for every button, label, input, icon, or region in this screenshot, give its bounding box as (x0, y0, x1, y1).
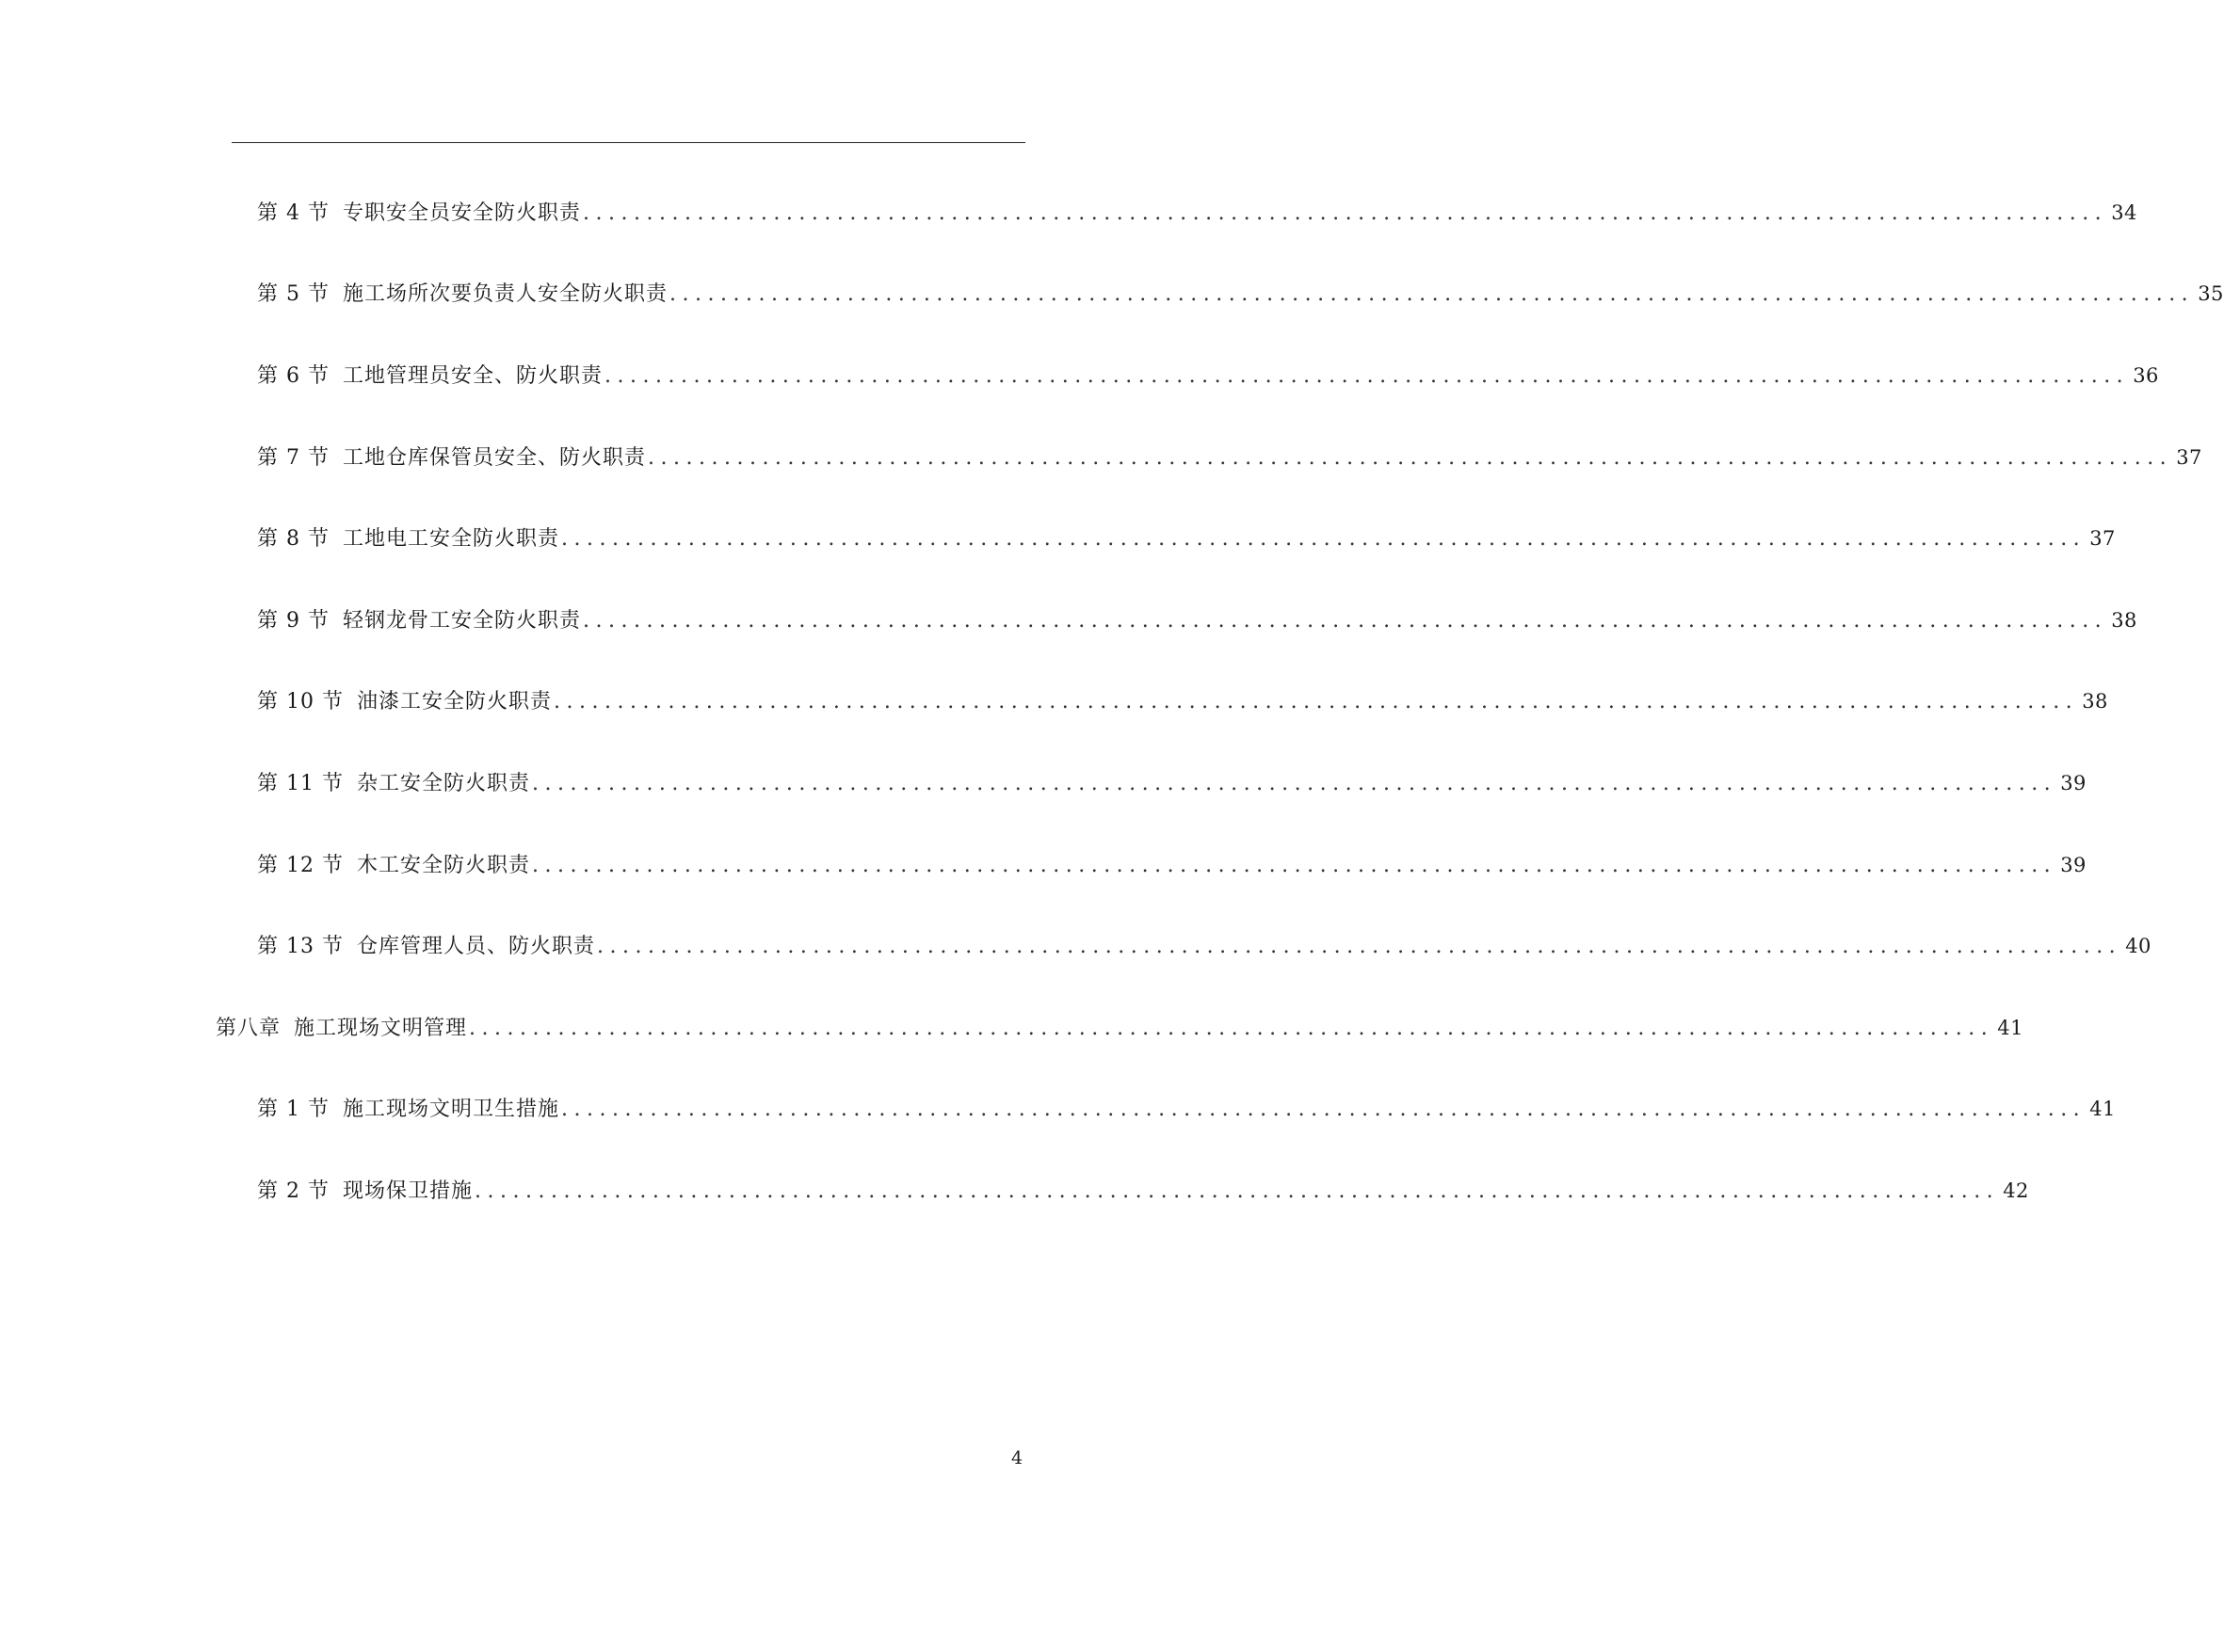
toc-entry[interactable] (257, 1093, 2116, 1125)
toc-entry-page: 38 (2111, 609, 2137, 632)
toc-entry-page: 42 (2003, 1179, 2029, 1202)
toc-entry-label: 第八章 (216, 1017, 282, 1040)
toc-leader-dots: ........................................................................................................................ (532, 854, 2057, 877)
toc-entry[interactable] (257, 849, 2087, 881)
toc-entry-title: 木工安全防火职责 (356, 854, 530, 877)
toc-entry-label: 第 7 节 (257, 446, 330, 470)
toc-entry[interactable] (257, 685, 2108, 717)
toc-entry-label: 第 1 节 (257, 1098, 330, 1121)
toc-leader-dots: ........................................................................................................................ (561, 1098, 2087, 1121)
toc-leader-dots: ........................................................................................................................ (554, 690, 2079, 714)
toc-entry-title: 现场保卫措施 (342, 1179, 473, 1203)
toc-entry-label: 第 4 节 (257, 201, 330, 225)
toc-entry-page: 37 (2089, 527, 2116, 550)
toc-leader-dots: ........................................................................................................................ (583, 201, 2108, 225)
toc-entry[interactable] (257, 604, 2137, 636)
toc-entry-title: 专职安全员安全防火职责 (342, 201, 581, 225)
toc-entry-title: 工地电工安全防火职责 (342, 527, 559, 551)
toc-entry-page: 39 (2060, 854, 2087, 876)
toc-entry[interactable] (257, 360, 2159, 392)
toc-entry-page: 38 (2082, 690, 2108, 713)
toc-entry-title: 施工场所次要负责人安全防火职责 (342, 282, 668, 306)
toc-entry-page: 36 (2133, 364, 2159, 387)
toc-entry[interactable] (257, 197, 2137, 229)
toc-leader-dots: ........................................................................................................................ (532, 772, 2057, 795)
toc-leader-dots: ........................................................................................................................ (648, 446, 2173, 470)
toc-leader-dots: ........................................................................................................................ (583, 609, 2108, 633)
header-rule (232, 142, 1025, 143)
toc-entry-page: 41 (1997, 1017, 2023, 1039)
toc-entry-label: 第 2 节 (257, 1179, 330, 1203)
toc-entry-page: 39 (2060, 772, 2087, 794)
toc-entry-page: 34 (2111, 201, 2137, 224)
toc-entry[interactable] (257, 930, 2151, 962)
toc-chapter-entry[interactable] (216, 1012, 2023, 1044)
page-number: 4 (1011, 1448, 1023, 1468)
toc-entry-label: 第 8 节 (257, 527, 330, 551)
toc-entry-title: 仓库管理人员、防火职责 (356, 935, 595, 958)
toc-leader-dots: ........................................................................................................................ (669, 282, 2195, 306)
toc-entry-title: 轻钢龙骨工安全防火职责 (342, 609, 581, 633)
toc-entry-page: 41 (2089, 1098, 2116, 1120)
toc-entry-label: 第 13 节 (257, 935, 344, 958)
toc-entry[interactable] (257, 278, 2224, 310)
toc-leader-dots: ........................................................................................................................ (561, 527, 2087, 551)
toc-entry-label: 第 11 节 (257, 772, 344, 795)
toc-entry-label: 第 10 节 (257, 690, 344, 714)
toc-entry-label: 第 5 节 (257, 282, 330, 306)
toc-entry-page: 35 (2198, 282, 2224, 305)
toc-leader-dots: ........................................................................................................................ (604, 364, 2130, 388)
toc-entry-label: 第 12 节 (257, 854, 344, 877)
toc-leader-dots: ........................................................................................................................ (475, 1179, 2000, 1203)
toc-entry-title: 杂工安全防火职责 (356, 772, 530, 795)
toc-entry-label: 第 9 节 (257, 609, 330, 633)
toc-entry[interactable] (257, 441, 2202, 473)
toc-entry-page: 37 (2176, 446, 2202, 469)
toc-entry-label: 第 6 节 (257, 364, 330, 388)
toc-entry[interactable] (257, 1175, 2029, 1207)
toc-leader-dots: ........................................................................................................................ (597, 935, 2122, 958)
toc-entry-title: 施工现场文明管理 (294, 1017, 468, 1040)
toc-entry-title: 工地管理员安全、防火职责 (342, 364, 603, 388)
toc-entry-page: 40 (2125, 935, 2151, 957)
toc-entry-title: 油漆工安全防火职责 (356, 690, 552, 714)
toc-entry[interactable] (257, 767, 2087, 799)
toc-entry-title: 施工现场文明卫生措施 (342, 1098, 559, 1121)
toc-entry[interactable] (257, 522, 2116, 554)
toc-leader-dots: ........................................................................................................................ (469, 1017, 1994, 1040)
toc-entry-title: 工地仓库保管员安全、防火职责 (342, 446, 646, 470)
